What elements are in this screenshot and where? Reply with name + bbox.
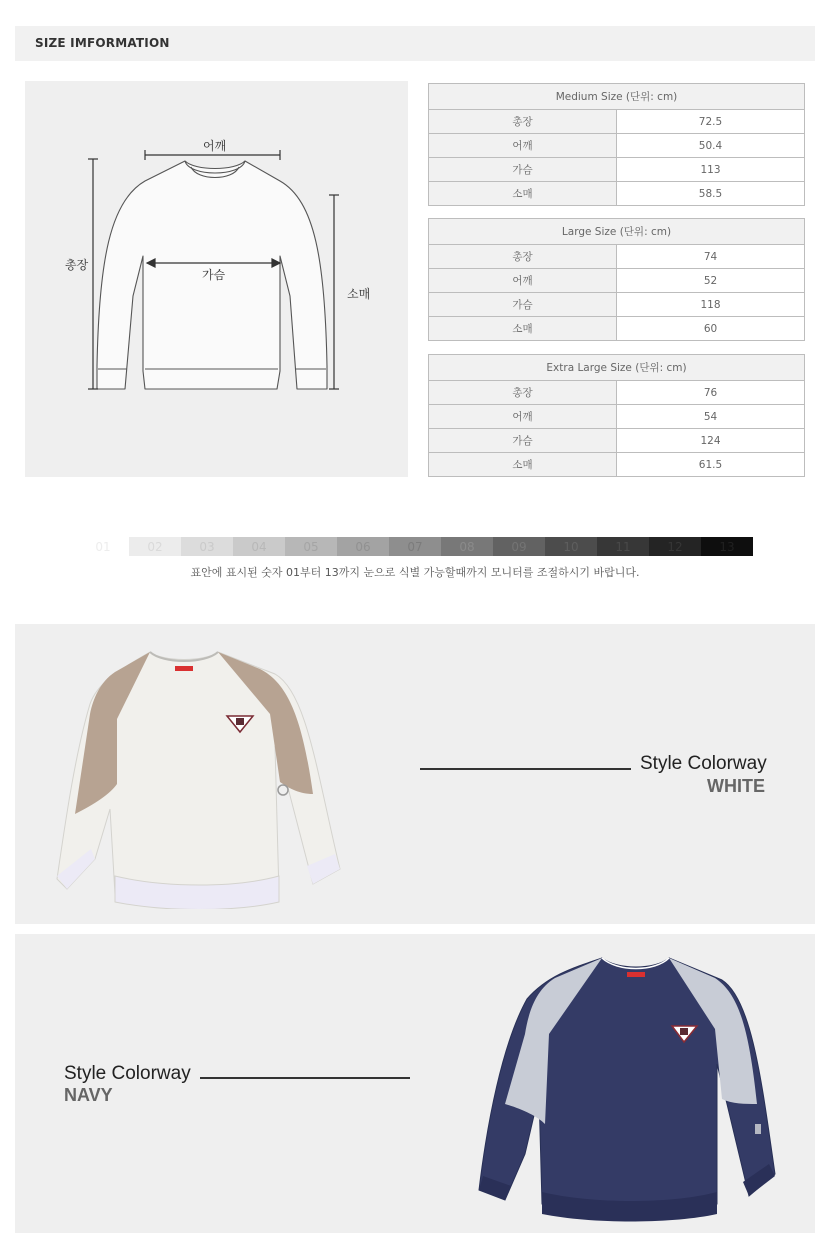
measurement-diagram xyxy=(25,81,408,477)
section-title: SIZE IMFORMATION xyxy=(35,36,170,50)
table-title: Medium Size (단위: cm) xyxy=(429,84,805,110)
row-label: 총장 xyxy=(429,245,617,269)
row-label: 총장 xyxy=(429,110,617,134)
colorway-navy-panel xyxy=(15,934,815,1233)
white-sweatshirt-image xyxy=(55,644,350,909)
scale-swatch: 05 xyxy=(285,537,337,556)
scale-swatch: 06 xyxy=(337,537,389,556)
row-value: 54 xyxy=(617,405,805,429)
chest-label: 가슴 xyxy=(202,268,226,282)
row-label: 어깨 xyxy=(429,269,617,293)
row-label: 소매 xyxy=(429,182,617,206)
row-value: 72.5 xyxy=(617,110,805,134)
large-size-table xyxy=(428,218,805,341)
row-label: 소매 xyxy=(429,317,617,341)
sleeve-label: 소매 xyxy=(347,287,371,301)
scale-swatch: 11 xyxy=(597,537,649,556)
calibration-note: 표안에 표시된 숫자 01부터 13까지 눈으로 식별 가능할때까지 모니터를 조절하시기 바랍니다. xyxy=(190,566,640,579)
row-label: 가슴 xyxy=(429,293,617,317)
colorway-divider-line xyxy=(420,768,631,770)
row-value: 60 xyxy=(617,317,805,341)
table-row xyxy=(429,453,805,477)
row-label: 소매 xyxy=(429,453,617,477)
table-title: Extra Large Size (단위: cm) xyxy=(429,355,805,381)
scale-swatch: 02 xyxy=(129,537,181,556)
row-value: 124 xyxy=(617,429,805,453)
colorway-divider-line xyxy=(200,1077,410,1079)
scale-swatch: 13 xyxy=(701,537,753,556)
row-value: 58.5 xyxy=(617,182,805,206)
colorway-title: Style Colorway xyxy=(640,753,767,774)
table-row xyxy=(429,134,805,158)
scale-swatch: 04 xyxy=(233,537,285,556)
colorway-name: NAVY xyxy=(64,1085,113,1105)
row-value: 118 xyxy=(617,293,805,317)
table-row xyxy=(429,317,805,341)
table-row xyxy=(429,381,805,405)
length-label: 총장 xyxy=(65,258,89,272)
row-label: 가슴 xyxy=(429,429,617,453)
row-label: 가슴 xyxy=(429,158,617,182)
size-info-header xyxy=(15,26,815,61)
shoulder-label: 어깨 xyxy=(203,139,227,153)
row-label: 총장 xyxy=(429,381,617,405)
row-value: 52 xyxy=(617,269,805,293)
row-value: 50.4 xyxy=(617,134,805,158)
row-value: 61.5 xyxy=(617,453,805,477)
colorway-name: WHITE xyxy=(707,776,765,796)
table-row xyxy=(429,293,805,317)
table-row xyxy=(429,182,805,206)
monitor-calibration-scale xyxy=(77,537,753,556)
scale-swatch: 10 xyxy=(545,537,597,556)
table-row xyxy=(429,158,805,182)
row-value: 74 xyxy=(617,245,805,269)
scale-swatch: 12 xyxy=(649,537,701,556)
medium-size-table xyxy=(428,83,805,206)
table-row xyxy=(429,405,805,429)
row-value: 113 xyxy=(617,158,805,182)
scale-swatch: 01 xyxy=(77,537,129,556)
scale-swatch: 09 xyxy=(493,537,545,556)
scale-swatch: 08 xyxy=(441,537,493,556)
scale-swatch: 03 xyxy=(181,537,233,556)
row-label: 어깨 xyxy=(429,134,617,158)
scale-swatch: 07 xyxy=(389,537,441,556)
table-row xyxy=(429,429,805,453)
navy-sweatshirt-image xyxy=(477,954,777,1222)
extra-large-size-table xyxy=(428,354,805,477)
table-row xyxy=(429,245,805,269)
row-label: 어깨 xyxy=(429,405,617,429)
table-row xyxy=(429,269,805,293)
table-title: Large Size (단위: cm) xyxy=(429,219,805,245)
table-row xyxy=(429,110,805,134)
colorway-title: Style Colorway xyxy=(64,1063,191,1084)
colorway-white-panel xyxy=(15,624,815,924)
row-value: 76 xyxy=(617,381,805,405)
